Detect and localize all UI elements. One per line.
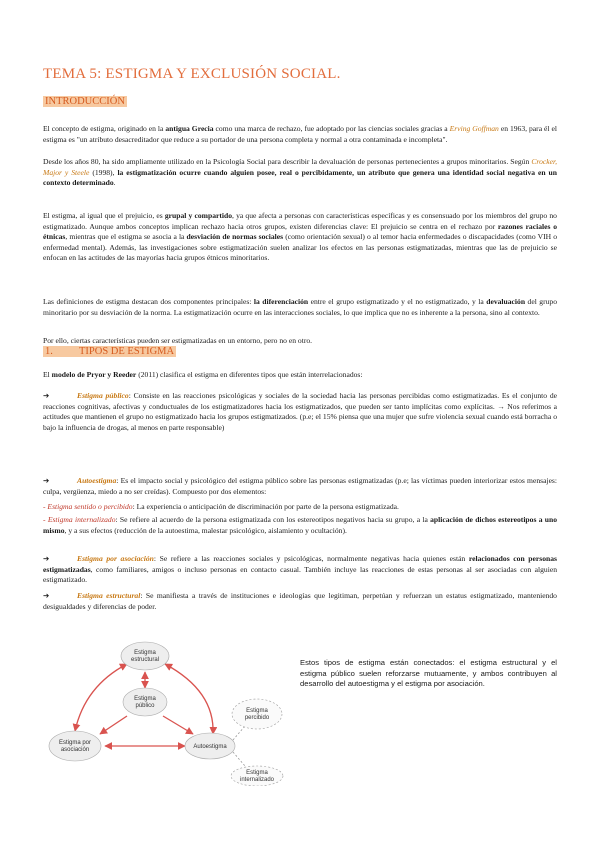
tipo-autoestigma: ➔ Autoestigma: Es el impacto social y psicológico del estigma público sobre las personas estigmatizadas (p.e; las víctimas pueden interiorizar estos mensajes: culpa, vergüenza, miedo a no ser creídas). Compuesto por dos elementos: (43, 476, 557, 496)
node-publico-line1: Estigma (134, 696, 156, 702)
node-estigma-internalizado (231, 766, 283, 786)
arrow-publico-asociacion (100, 716, 127, 734)
section-heading-introduccion: INTRODUCCIÓN (45, 96, 125, 107)
node-estructural-line2: estructural (130, 657, 160, 663)
intro-paragraph-4: Las definiciones de estigma destacan dos componentes principales: la diferenciación entre el grupo estigmatizado y el no estigmatizado, y la devaluación del grupo minoritario por su desviación de la norma. La estigmatización ocurre en las interacciones sociales, lo que implica que no es inherente a la persona, sino al contexto. (43, 297, 558, 317)
node-asociacion-line1: Estigma por (58, 740, 92, 746)
tipos-lead: El modelo de Pryor y Reeder (2011) clasifica el estigma en diferentes tipos que están interrelacionados: (43, 370, 363, 379)
section-heading-tipos: 1. TIPOS DE ESTIGMA (45, 346, 175, 357)
node-estigma-asociacion (49, 731, 101, 761)
node-autoestigma-label: Autoestigma (193, 744, 227, 750)
node-percibido-line2: percibido (244, 715, 270, 721)
intro-paragraph-1: El concepto de estigma, originado en la antigua Grecia como una marca de rechazo, fue adoptado por las ciencias sociales gracias a Erving Goffman en 1963, para él el estigma es "un atributo desacreditador que reduce a su portador de una persona completa y normal a otra contaminada e incompleta". (43, 124, 557, 144)
tipo-estigma-estructural: ➔ Estigma estructural: Se manifiesta a través de instituciones e ideologías que legitiman, perpetúan y refuerzan un estatus estigmatizado, manteniendo desigualdades y diferencias de poder. (43, 591, 557, 611)
arrow-icon: ➔ (43, 476, 50, 485)
intro-paragraph-2: Desde los años 80, ha sido ampliamente utilizado en la Psicología Social para describir la devaluación de personas pertenecientes a grupos minoritarios. Según Crocker, Major y Steele (1998), la estigmatización ocurre cuando alguien posee, real o percibidamente, un atributo que genera una identidad social negativa en un contexto determinado. (43, 157, 557, 188)
link-autoestigma-percibido (233, 726, 245, 740)
diagram-note: Estos tipos de estigma están conectados: el estigma estructural y el estigma público suelen reforzarse mutuamente, y ambos contribuyen al desarrollo del autoestigma y el estigma por asociación. (300, 658, 557, 689)
node-publico-line2: público (135, 703, 155, 709)
node-asociacion-line2: asociación (60, 747, 90, 753)
arrow-estructural-autoestigma (165, 664, 213, 734)
tipo-estigma-publico: ➔ Estigma público: Consiste en las reacciones psicológicas y sociales de la sociedad hacia las personas percibidas como estigmatizadas. Es el conjunto de reacciones cognitivas, afectivas y conductuales de los estigmatizadores hacia los estigmatizados, que pueden ser tanto implícitas como explícitas. → Nos referimos a actitudes que mantienen el grupo no estigmatizado hacia los grupos estigmatizados. (p.e; el 15% piensa que una mujer que sufre violencia sexual cuando está borracha o bajo la influencia de drogas, al menos en parte responsable) (43, 391, 557, 432)
arrow-icon: ➔ (43, 554, 50, 563)
intro-paragraph-5: Por ello, ciertas características pueden ser estigmatizadas en un entorno, pero no en otro. (43, 336, 313, 345)
node-percibido-line1: Estigma (246, 708, 268, 714)
node-estigma-estructural (121, 642, 169, 670)
arrow-icon: ➔ (43, 391, 50, 400)
arrow-publico-autoestigma (163, 716, 193, 734)
page-title: TEMA 5: ESTIGMA Y EXCLUSIÓN SOCIAL. (43, 66, 341, 82)
node-estigma-percibido (232, 699, 282, 729)
subtipo-estigma-percibido: - Estigma sentido o percibido: La experiencia o anticipación de discriminación por parte de la persona estigmatizada. (43, 502, 399, 511)
subtipo-estigma-internalizado: - Estigma internalizado: Se refiere al acuerdo de la persona estigmatizada con los estereotipos negativos hacia su grupo, a la aplicación de dichos estereotipos a uno mismo, y a sus efectos (reducción de la autoestima, malestar psicológico, aislamiento y ocultación). (43, 515, 558, 535)
node-estigma-publico (123, 688, 167, 716)
tipo-estigma-asociacion: ➔ Estigma por asociación: Se refiere a las reacciones sociales y psicológicas, normalmente negativas hacia quienes están relacionados con personas estigmatizadas, como familiares, amigos o incluso personas en contacto casual. También incluye las reacciones de estas personas al ser asociadas con alguien estigmatizado. (43, 554, 557, 585)
intro-paragraph-3: El estigma, al igual que el prejuicio, es grupal y compartido, ya que afecta a personas con características específicas y es consensuado por los miembros del grupo no estigmatizado. Aunque ambos conceptos implican rechazo hacia otros grupos, existen diferencias clave: El prejuicio se centra en el rechazo por razones raciales o étnicas, mientras que el estigma se asocia a la desviación de normas sociales (como orientación sexual) o al temor hacia enfermedades o discapacidades (como VIH o enfermedad mental). Además, las investigaciones sobre estigmatización suelen analizar los efectos en las personas estigmatizadas, mientras que las de prejuicio se enfocan en las actitudes de las mayorías hacia grupos étnicos minoritarios. (43, 211, 557, 263)
node-internalizado-line1: Estigma (246, 770, 268, 776)
link-autoestigma-internalizado (233, 752, 245, 766)
node-internalizado-line2: internalizado (239, 777, 275, 783)
arrow-icon: ➔ (43, 591, 50, 600)
stigma-types-diagram (45, 636, 285, 786)
node-estructural-line1: Estigma (134, 650, 156, 656)
